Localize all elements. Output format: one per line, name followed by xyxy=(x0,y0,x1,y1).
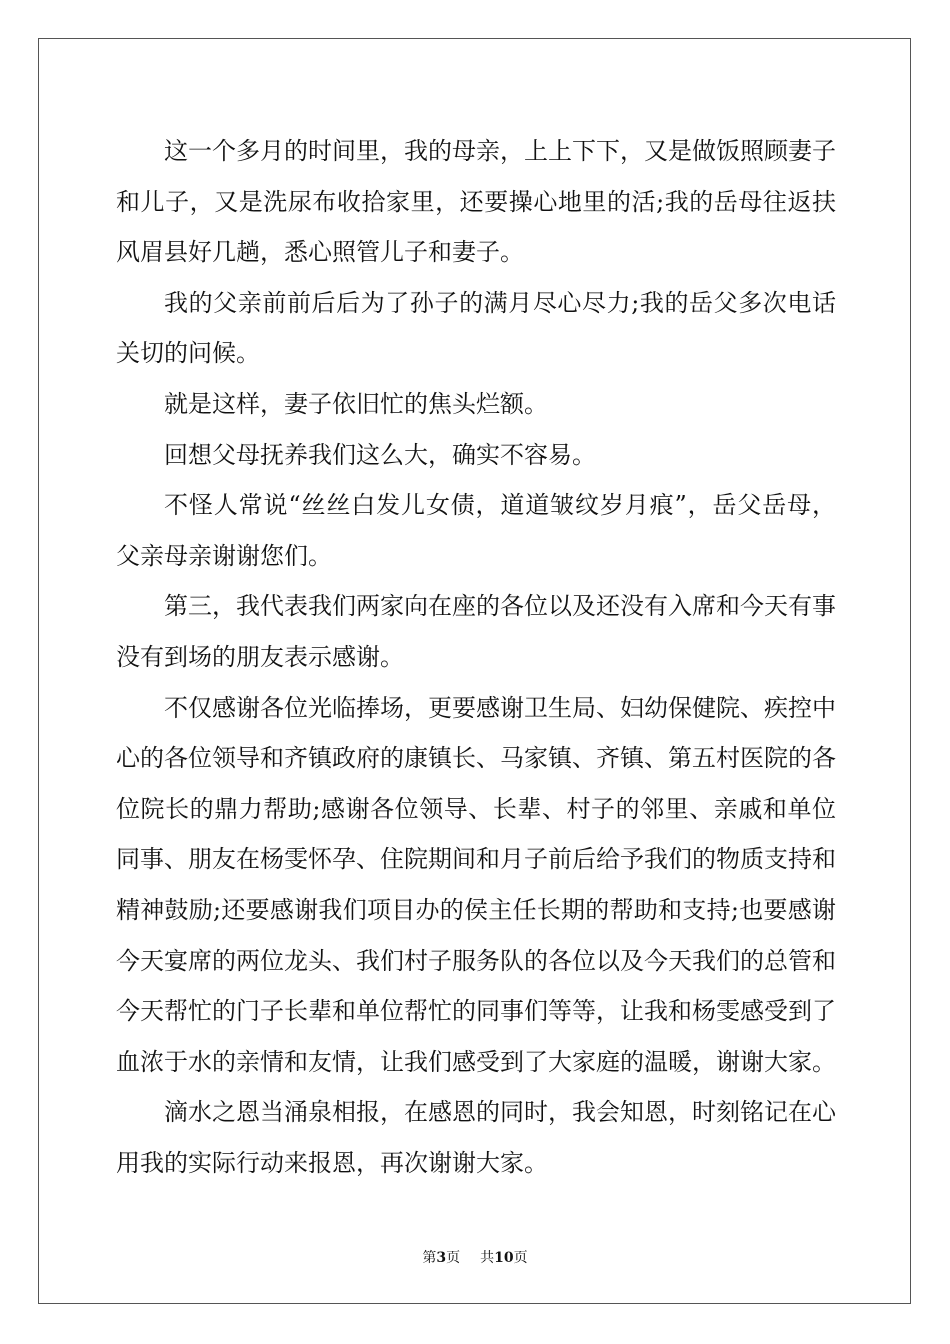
paragraph: 第三，我代表我们两家向在座的各位以及还没有入席和今天有事没有到场的朋友表示感谢。 xyxy=(116,592,836,671)
paragraph: 回想父母抚养我们这么大，确实不容易。 xyxy=(164,440,596,469)
page-prefix: 第 xyxy=(422,1250,437,1266)
total-prefix: 共 xyxy=(480,1250,495,1266)
total-pages: 10 xyxy=(494,1250,514,1266)
paragraph: 不仅感谢各位光临捧场，更要感谢卫生局、妇幼保健院、疾控中心的各位领导和齐镇政府的康镇长、马家镇、齐镇、第五村医院的各位院长的鼎力帮助;感谢各位领导、长辈、村子的邻里、亲戚和单位同事、朋友在杨雯怀孕、住院期间和月子前后给予我们的物质支持和精神鼓励;还要感谢我们项目办的侯主任长期的帮助和支持;也要感谢今天宴席的两位龙头、我们村子服务队的各位以及今天我们的总管和今天帮忙的门子长辈和单位帮忙的同事们等等，让我和杨雯感受到了血浓于水的亲情和友情，让我们感受到了大家庭的温暖，谢谢大家。 xyxy=(116,693,836,1076)
page-suffix: 页 xyxy=(446,1250,461,1266)
paragraph: 我的父亲前前后后为了孙子的满月尽心尽力;我的岳父多次电话关切的问候。 xyxy=(116,288,836,368)
total-suffix: 页 xyxy=(513,1250,528,1266)
paragraph: 这一个多月的时间里，我的母亲，上上下下，又是做饭照顾妻子和儿子，又是洗尿布收拾家里，还要操心地里的活;我的岳母往返扶风眉县好几趟，悉心照管儿子和妻子。 xyxy=(116,137,836,267)
paragraph: 滴水之恩当涌泉相报，在感恩的同时，我会知恩，时刻铭记在心用我的实际行动来报恩，再次谢谢大家。 xyxy=(116,1098,836,1177)
page-number: 3 xyxy=(436,1250,447,1266)
paragraph: 不怪人常说“丝丝白发儿女债，道道皱纹岁月痕”，岳父岳母，父亲母亲谢谢您们。 xyxy=(116,491,836,570)
paragraph: 就是这样，妻子依旧忙的焦头烂额。 xyxy=(164,389,548,418)
page-footer xyxy=(0,1247,950,1267)
document-body xyxy=(116,126,836,1188)
